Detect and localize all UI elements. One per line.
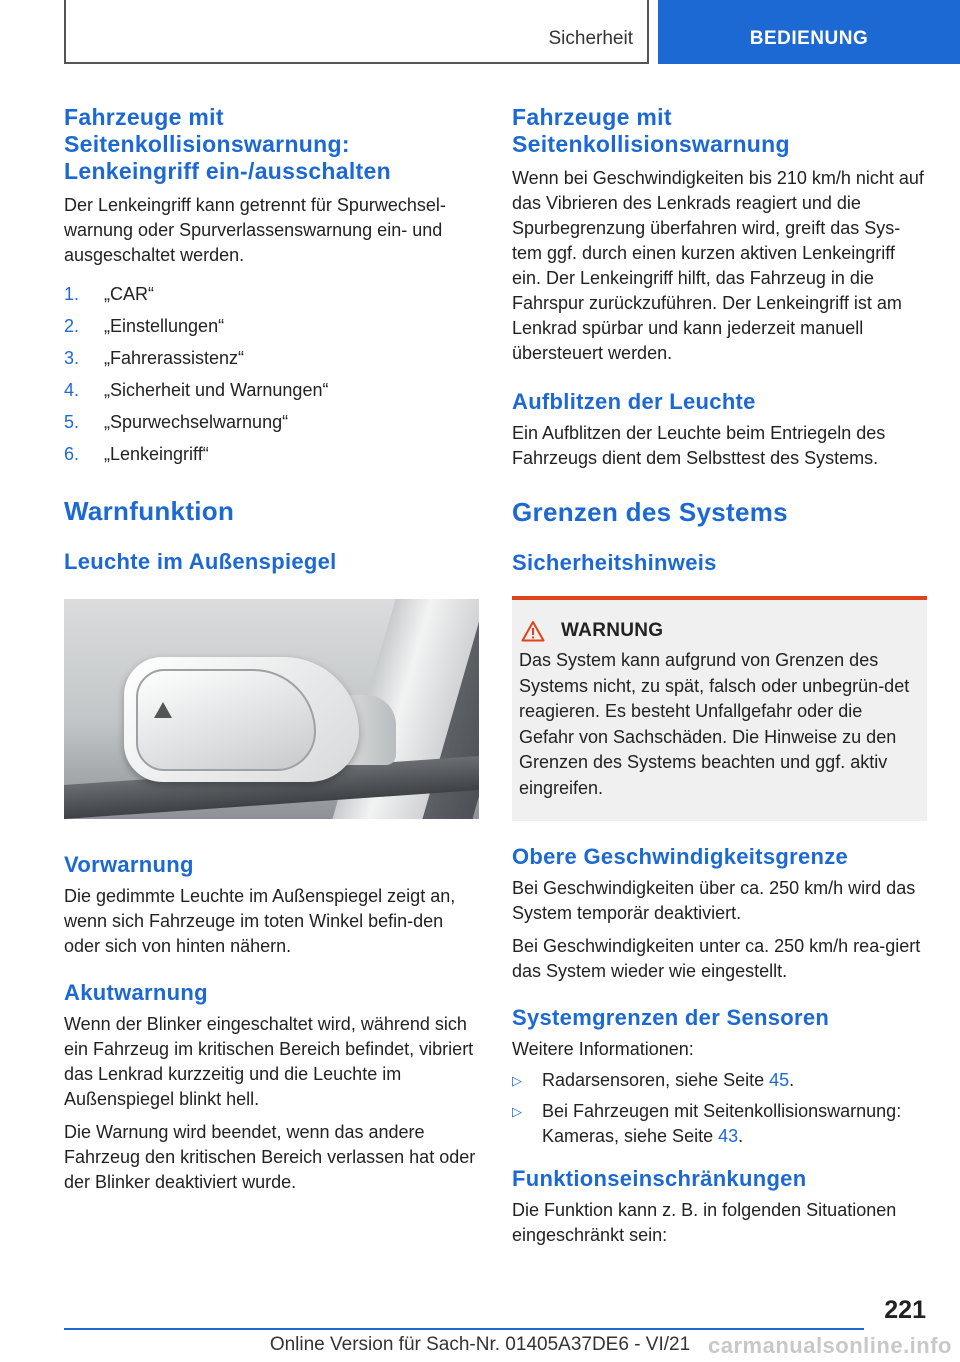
- mirror-glass-shape: [136, 669, 316, 771]
- warning-text: Das System kann aufgrund von Grenzen des Systems nicht, zu spät, falsch oder unbegrün-det reagieren. Es besteht Unfallgefahr oder die Gefahr von Sachschäden. Die Hinweise zu den Grenzen des Systems beachten und ggf. aktiv eingreifen.: [519, 650, 910, 798]
- text-vorwarnung: Die gedimmte Leuchte im Außenspiegel zeigt an, wenn sich Fahrzeuge im toten Winkel befin-den oder sich von hinten nähern.: [64, 886, 456, 956]
- header-section-title: Sicherheit: [548, 28, 633, 49]
- heading-lenkeingriff: Fahrzeuge mit Seitenkollisionswarnung: Lenkeingriff ein-/ausschalten: [64, 104, 391, 184]
- warning-triangle-icon: [521, 620, 545, 642]
- warning-header: [519, 620, 920, 642]
- header-chapter-tab[interactable]: [658, 0, 960, 64]
- heading-sicherheitshinweis: Sicherheitshinweis: [512, 550, 717, 575]
- warning-light-icon: [154, 702, 172, 718]
- list-item-text: [542, 1068, 794, 1093]
- step-number: 1.: [64, 284, 80, 304]
- warning-box: [512, 596, 927, 821]
- bullet-triangle-icon: ▷: [512, 1104, 522, 1119]
- step-text: „Spurwechselwarnung“: [104, 412, 289, 432]
- step-number: 5.: [64, 412, 80, 432]
- bullet-text: Bei Fahrzeugen mit Seitenkollisionswarnung: Kameras, siehe Seite: [542, 1101, 902, 1146]
- text-aufblitzen: Ein Aufblitzen der Leuchte beim Entriegeln des Fahrzeugs dient dem Selbsttest des Systems.: [512, 423, 886, 468]
- text-obere-1: Bei Geschwindigkeiten über ca. 250 km/h wird das System temporär deaktiviert.: [512, 878, 916, 923]
- heading-funktion: Funktionseinschränkungen: [512, 1166, 807, 1191]
- bullet-tail: .: [738, 1126, 744, 1146]
- text-akutwarnung-1: Wenn der Blinker eingeschaltet wird, während sich ein Fahrzeug im kritischen Bereich befindet, vibriert das Lenkrad kurzzeitig und die Leuchte im Außenspiegel blinkt hell.: [64, 1014, 474, 1109]
- footer-online-version: Online Version für Sach-Nr. 01405A37DE6 - VI/21: [269, 1334, 691, 1355]
- step-number: 2.: [64, 316, 80, 336]
- left-column: [64, 104, 479, 1195]
- step-text: „Fahrerassistenz“: [104, 348, 245, 368]
- text-obere-2: Bei Geschwindigkeiten unter ca. 250 km/h rea-giert das System wieder wie eingestellt.: [512, 936, 921, 981]
- sensor-list: [512, 1068, 927, 1149]
- footer-divider: [64, 1328, 864, 1330]
- page-link-45[interactable]: 45: [769, 1070, 790, 1090]
- step-text: „Einstellungen“: [104, 316, 225, 336]
- step-text: „CAR“: [104, 284, 154, 304]
- right-column: [512, 104, 927, 1248]
- heading-vorwarnung: Vorwarnung: [64, 852, 194, 877]
- step-number: 3.: [64, 348, 80, 368]
- heading-warnfunktion: Warnfunktion: [64, 496, 235, 526]
- header-chapter-label: BEDIENUNG: [749, 28, 869, 49]
- heading-akutwarnung: Akutwarnung: [64, 980, 208, 1005]
- list-item: [64, 374, 479, 406]
- text-funktion: Die Funktion kann z. B. in folgenden Situationen eingeschränkt sein:: [512, 1200, 897, 1245]
- bullet-text: Radarsensoren, siehe Seite: [542, 1070, 770, 1090]
- warning-title: WARNUNG: [561, 620, 664, 641]
- heading-obere: Obere Geschwindigkeitsgrenze: [512, 844, 849, 869]
- list-item: [64, 438, 479, 470]
- step-text: „Sicherheit und Warnungen“: [104, 380, 329, 400]
- heading-sensoren: Systemgrenzen der Sensoren: [512, 1005, 830, 1030]
- step-number: 4.: [64, 380, 80, 400]
- page-header: [0, 0, 960, 64]
- list-item: [64, 342, 479, 374]
- text-akutwarnung-2: Die Warnung wird beendet, wenn das andere Fahrzeug den kritischen Bereich verlassen hat oder der Blinker deaktiviert wurde.: [64, 1122, 476, 1192]
- bullet-tail: .: [789, 1070, 795, 1090]
- text-fahrzeuge: Wenn bei Geschwindigkeiten bis 210 km/h nicht auf das Vibrieren des Lenkrads reagiert und die Spurbegrenzung überfahren wird, greift das Sys-tem ggf. durch einen kurzen aktiven Lenkeingriff ein. Der Lenkeingriff hilft, das Fahrzeug in die Fahrspur zurückzuführen. Der Lenkeingriff ist am Lenkrad spürbar und kann jederzeit manuell übersteuert werden.: [512, 168, 924, 363]
- step-text: „Lenkeingriff“: [104, 444, 209, 464]
- list-item-text: [542, 1099, 927, 1149]
- heading-grenzen: Grenzen des Systems: [512, 497, 788, 527]
- watermark: carmanualsonline.info: [708, 1333, 952, 1358]
- step-number: 6.: [64, 444, 80, 464]
- list-item: [512, 1068, 927, 1093]
- mirror-illustration: [64, 599, 479, 819]
- steps-list: [64, 278, 479, 470]
- list-item: [64, 310, 479, 342]
- list-item: [64, 406, 479, 438]
- page-link-43[interactable]: 43: [718, 1126, 739, 1146]
- heading-fahrzeuge: Fahrzeuge mit Seitenkollisionswarnung: [512, 104, 790, 157]
- heading-aufblitzen: Aufblitzen der Leuchte: [512, 389, 756, 414]
- text-lenkeingriff: Der Lenkeingriff kann getrennt für Spurwechsel-warnung oder Spurverlassenswarnung ein- und ausgeschaltet werden.: [64, 195, 446, 265]
- list-item: [64, 278, 479, 310]
- page-number: 221: [884, 1296, 926, 1324]
- list-item: [512, 1099, 927, 1149]
- heading-leuchte: Leuchte im Außenspiegel: [64, 549, 337, 574]
- text-sensoren: Weitere Informationen:: [512, 1039, 694, 1059]
- bullet-triangle-icon: ▷: [512, 1073, 522, 1088]
- header-section-box: [64, 0, 649, 64]
